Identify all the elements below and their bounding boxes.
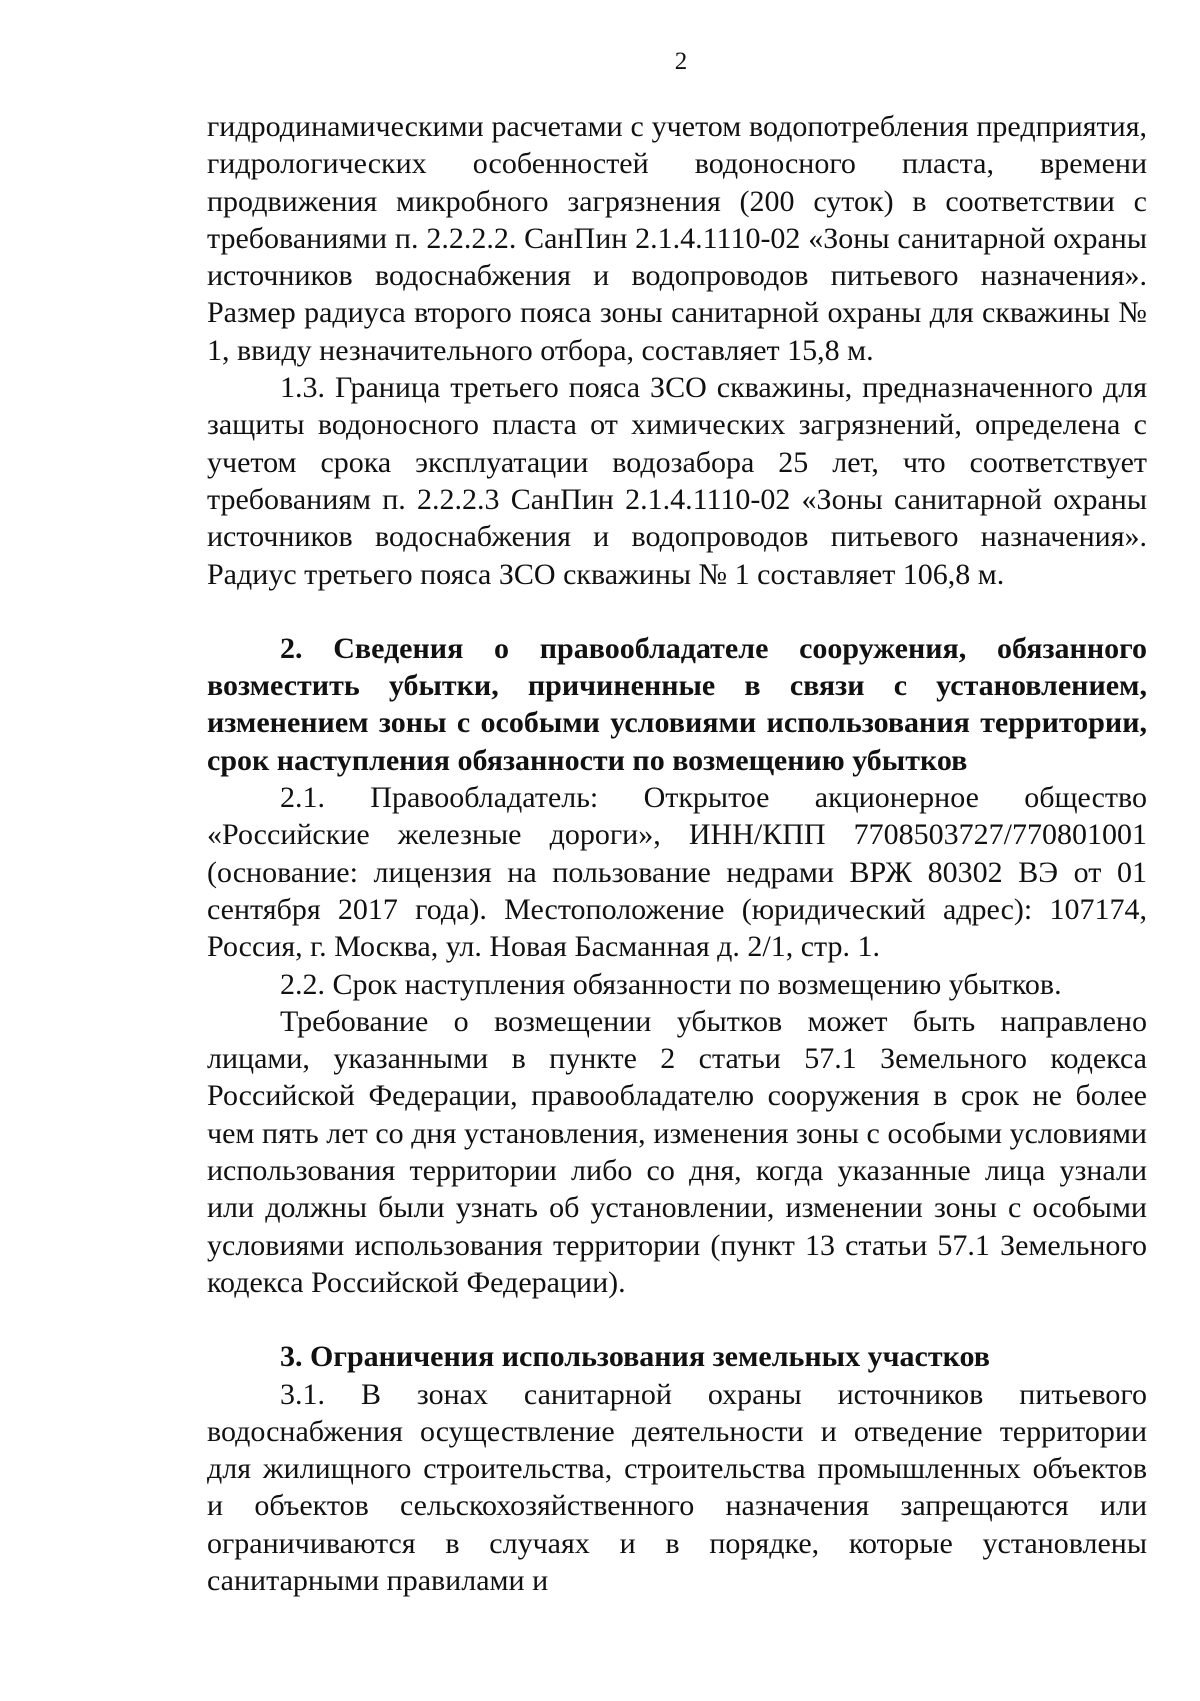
paragraph-2-1: 2.1. Правообладатель: Открытое акционерное общество «Российские железные дороги», ИНН/КПП 7708503727/770801001 (основание: лицензия на пользование недрами ВРЖ 80302 ВЭ от 01 сентября 2017 года). Местоположение (юридический адрес): 107174, Россия, г. Москва, ул. Новая Басманная д. 2/1, стр. 1.	[207, 781, 1147, 964]
paragraph-2-2: 2.2. Срок наступления обязанности по возмещению убытков.	[280, 967, 1062, 1001]
section-2-heading: 2. Сведения о правообладателе сооружения, обязанного возместить убытки, причиненные в связи с установлением, изменением зоны с особыми условиями использования территории, срок наступления обязанности по возмещению убытков	[207, 631, 1147, 777]
paragraph-continuation: гидродинамическими расчетами с учетом водопотребления предприятия, гидрологических особенностей водоносного пласта, времени продвижения микробного загрязнения (200 суток) в соответствии с требованиями п. 2.2.2.2. СанПин 2.1.4.1110-02 «Зоны санитарной охраны источников водоснабжения и водопроводов питьевого назначения». Размер радиуса второго пояса зоны санитарной охраны для скважины № 1, ввиду незначительного отбора, составляет 15,8 м.	[207, 110, 1147, 367]
paragraph-2-2-text: Требование о возмещении убытков может быть направлено лицами, указанными в пункте 2 статьи 57.1 Земельного кодекса Российской Федерации, правообладателю сооружения в срок не более чем пять лет со дня установления, изменения зоны с особыми условиями использования территории либо со дня, когда указанные лица узнали или должны были узнать об установлении, изменении зоны с особыми условиями использования территории (пункт 13 статьи 57.1 Земельного кодекса Российской Федерации).	[207, 1004, 1147, 1299]
document-body	[207, 108, 1147, 1599]
spacer	[207, 1301, 1147, 1338]
spacer	[207, 593, 1147, 630]
page-number: 2	[674, 48, 688, 75]
paragraph-1-3: 1.3. Граница третьего пояса ЗСО скважины, предназначенного для защиты водоносного пласта от химических загрязнений, определена с учетом срока эксплуатации водозабора 25 лет, что соответствует требованиям п. 2.2.2.3 СанПин 2.1.4.1110-02 «Зоны санитарной охраны источников водоснабжения и водопроводов питьевого назначения». Радиус третьего пояса ЗСО скважины № 1 составляет 106,8 м.	[207, 371, 1147, 591]
paragraph-3-1: 3.1. В зонах санитарной охраны источников питьевого водоснабжения осуществление деятельности и отведение территории для жилищного строительства, строительства промышленных объектов и объектов сельскохозяйственного назначения запрещаются или ограничиваются в случаях и в порядке, которые установлены санитарными правилами и	[207, 1377, 1147, 1597]
section-3-heading: 3. Ограничения использования земельных участков	[280, 1340, 990, 1374]
